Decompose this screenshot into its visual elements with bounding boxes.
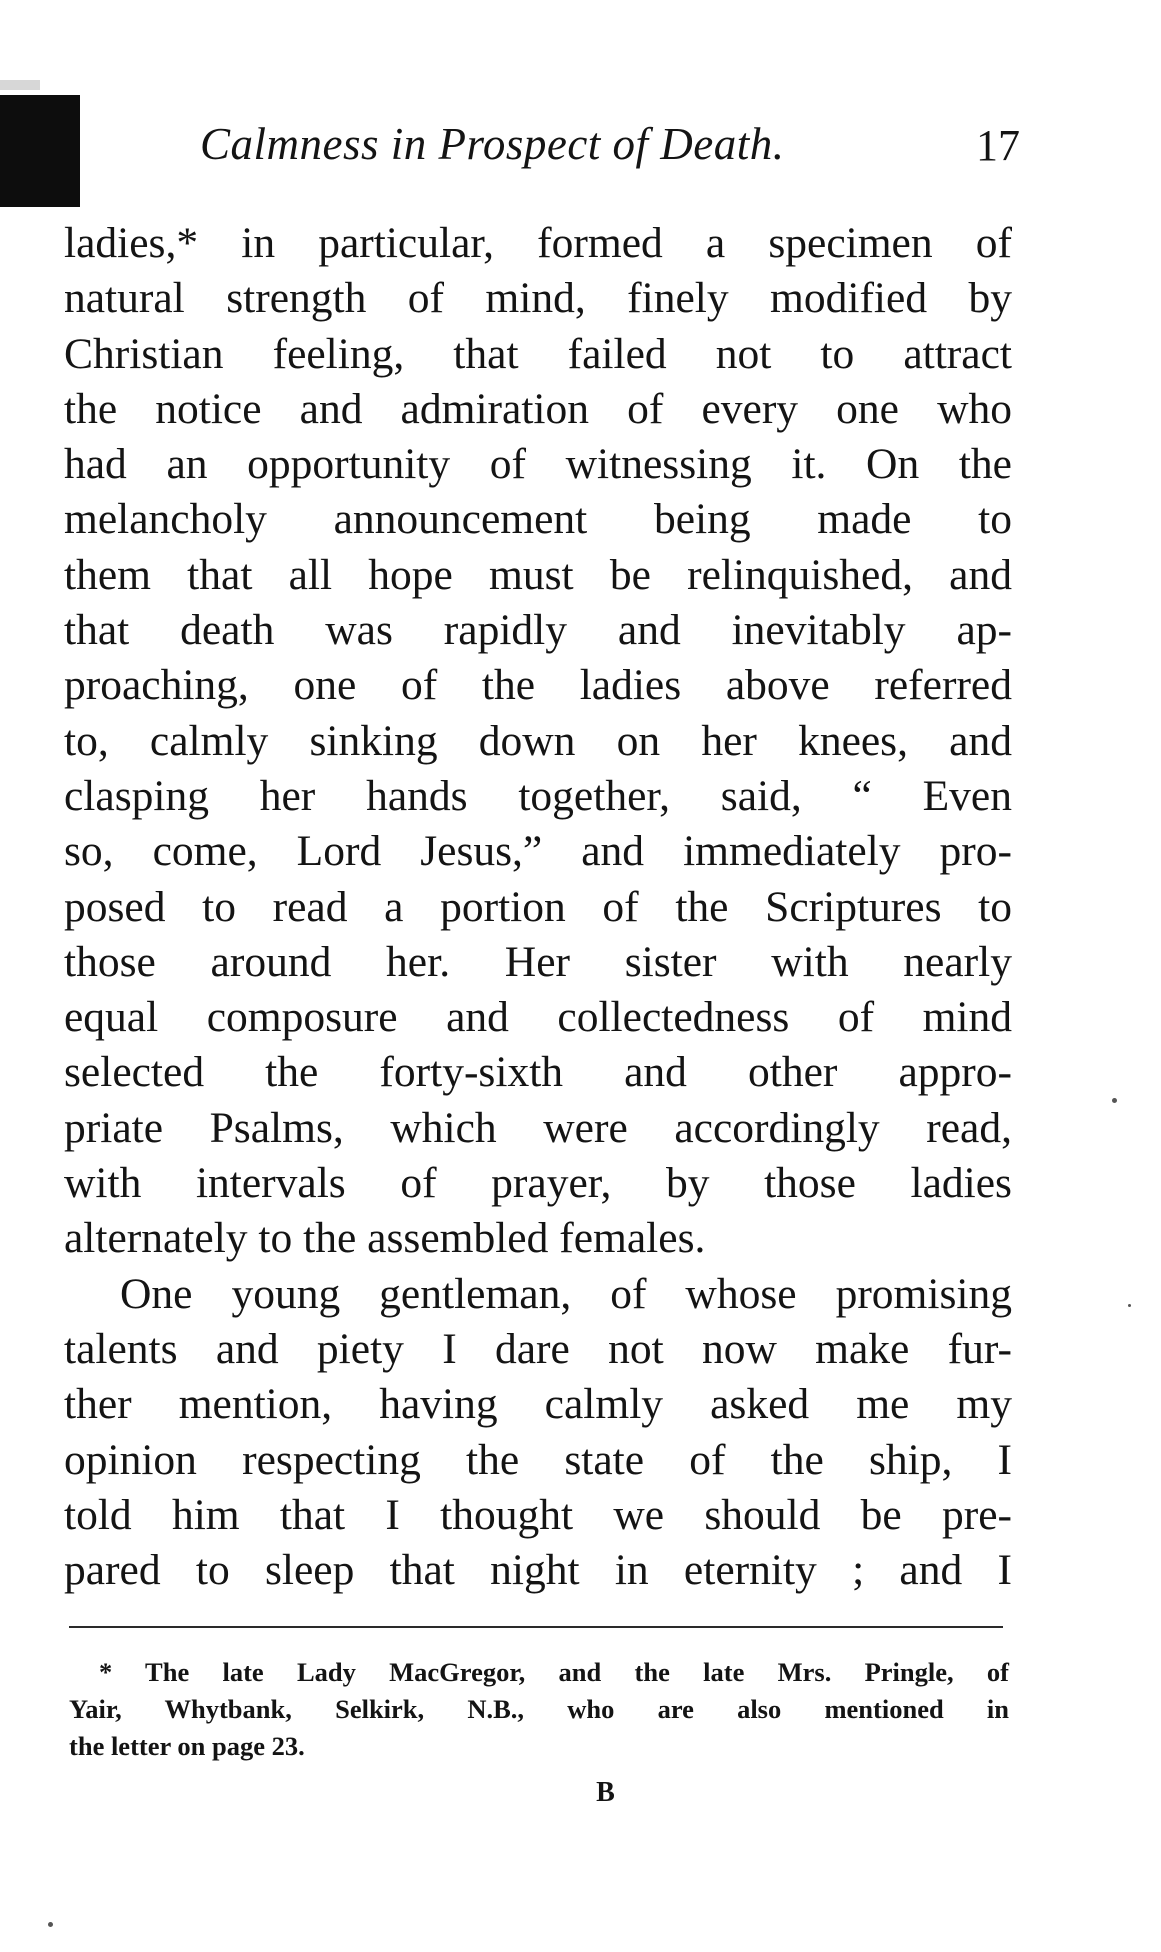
text-line: melancholy announcement being made to (64, 495, 1012, 544)
body-text (64, 216, 1012, 1598)
footnote (69, 1654, 1009, 1765)
text-line: equal composure and collectedness of mind (64, 993, 1012, 1042)
text-line: them that all hope must be relinquished, and (64, 550, 1012, 599)
text-line: those around her. Her sister with nearly (64, 937, 1012, 986)
text-line: posed to read a portion of the Scriptures to (64, 882, 1012, 931)
text-line: ladies,* in particular, formed a specimen of (64, 219, 1012, 267)
text-line: alternately to the assembled females. (64, 1214, 706, 1263)
text-line: with intervals of prayer, by those ladies (64, 1159, 1012, 1208)
text-line: clasping her hands together, said, “ Even (64, 771, 1012, 820)
text-line: talents and piety I dare not now make fur- (64, 1324, 1012, 1373)
text-line: selected the forty-sixth and other appro- (64, 1048, 1012, 1097)
page-number: 17 (976, 121, 1020, 170)
text-line: One young gentleman, of whose promising (120, 1269, 1012, 1318)
text-line: opinion respecting the state of the ship, I (64, 1435, 1012, 1484)
footnote-rule (69, 1626, 1003, 1628)
text-line: proaching, one of the ladies above referred (64, 661, 1012, 710)
text-line: ther mention, having calmly asked me my (64, 1380, 1012, 1429)
text-line: priate Psalms, which were accordingly read, (64, 1103, 1012, 1152)
footnote-line: * The late Lady MacGregor, and the late Mrs. Pringle, of (99, 1657, 1009, 1687)
text-line: so, come, Lord Jesus,” and immediately pro- (64, 827, 1012, 876)
scan-speck (1128, 1304, 1131, 1307)
text-line: that death was rapidly and inevitably ap- (64, 606, 1012, 655)
text-line: to, calmly sinking down on her knees, and (64, 716, 1012, 765)
text-line: Christian feeling, that failed not to attract (64, 329, 1012, 378)
text-line: told him that I thought we should be pre- (64, 1490, 1012, 1539)
scan-edge-speck (0, 80, 40, 90)
running-head (200, 118, 1020, 178)
scan-speck (1112, 1098, 1117, 1103)
signature-mark: B (596, 1777, 615, 1808)
footnote-line: Yair, Whytbank, Selkirk, N.B., who are also mentioned in (69, 1694, 1009, 1724)
running-title: Calmness in Prospect of Death. (200, 119, 785, 169)
scan-speck (48, 1922, 53, 1927)
text-line: natural strength of mind, finely modified by (64, 274, 1012, 323)
text-line: had an opportunity of witnessing it. On the (64, 440, 1012, 489)
text-line: the notice and admiration of every one who (64, 384, 1012, 433)
footnote-line: the letter on page 23. (69, 1731, 305, 1761)
scan-edge-mark (0, 95, 80, 207)
text-line: pared to sleep that night in eternity ; and I (64, 1546, 1012, 1595)
